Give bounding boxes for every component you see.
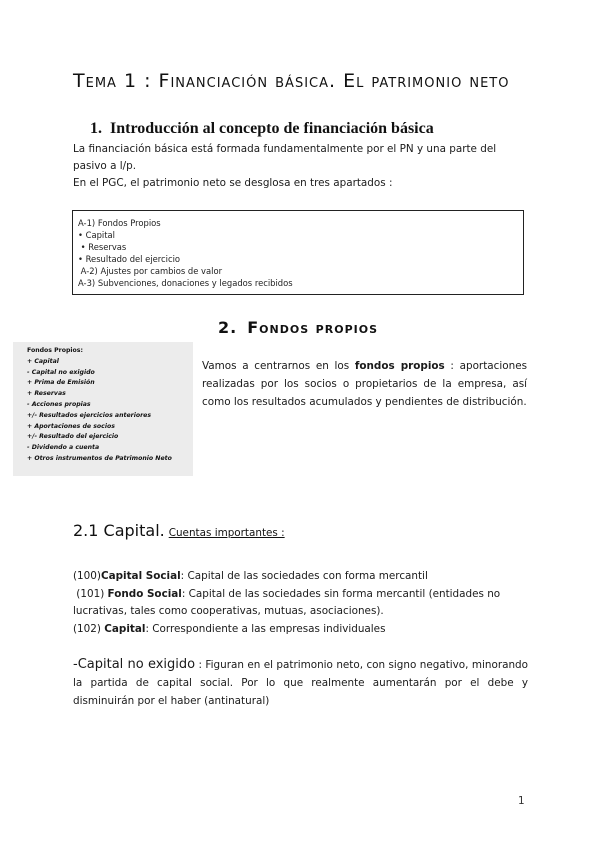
capital-no-exigido-paragraph — [73, 656, 528, 710]
page-number: 1 — [518, 795, 525, 807]
figure-item: + Prima de Emisión — [27, 379, 95, 387]
section-2-heading — [218, 318, 378, 337]
intro-paragraph-1: La financiación básica está formada fundamentalmente por el PN y una parte del pasivo a l/p. — [73, 143, 497, 172]
box-line: • Reservas — [78, 242, 127, 252]
page-title: Tema 1 : Financiación básica. El patrimonio neto — [73, 70, 510, 92]
account-entry — [73, 568, 528, 586]
figure-item: + Capital — [27, 357, 59, 365]
figure-item: - Acciones propias — [27, 400, 91, 408]
account-desc: : Capital de las sociedades sin forma mercantil (entidades no lucrativas, tales como cooperativas, mutuas, asociaciones). — [73, 587, 501, 617]
account-name: Capital — [104, 622, 146, 635]
section-1-number: 1. — [90, 120, 102, 137]
subsection-2-1-subtitle: Cuentas importantes : — [168, 527, 285, 539]
side-text-bold: fondos propios — [354, 360, 445, 372]
box-line: A-2) Ajustes por cambios de valor — [78, 266, 223, 276]
box-line: A-3) Subvenciones, donaciones y legados recibidos — [78, 278, 293, 288]
subsection-2-1-heading — [73, 521, 285, 540]
figure-item: +/- Resultado del ejercicio — [27, 433, 119, 441]
figure-item: - Capital no exigido — [27, 368, 95, 376]
figure-item: + Reservas — [27, 390, 66, 398]
figure-item: - Dividendo a cuenta — [27, 444, 100, 452]
account-desc: : Correspondiente a las empresas individuales — [145, 622, 386, 635]
figure-item: + Aportaciones de socios — [27, 422, 115, 430]
account-code: (101) — [73, 587, 108, 600]
account-entry — [73, 621, 528, 639]
box-line: A-1) Fondos Propios — [78, 218, 161, 228]
subsection-2-1-title: 2.1 Capital. — [73, 521, 165, 540]
patrimonio-neto-box — [72, 210, 524, 295]
account-name: Fondo Social — [107, 587, 182, 600]
figure-title: Fondos Propios: — [27, 347, 83, 354]
figure-item: +/- Resultados ejercicios anteriores — [27, 411, 151, 419]
capital-no-exigido-lead: -Capital no exigido — [73, 657, 196, 672]
figure-item: + Otros instrumentos de Patrimonio Neto — [27, 454, 172, 462]
box-line: • Resultado del ejercicio — [78, 254, 181, 264]
account-name: Capital Social — [100, 570, 181, 582]
account-entry — [73, 586, 528, 621]
section-2-title: Fondos propios — [247, 318, 378, 337]
fondos-propios-figure — [13, 342, 193, 476]
side-text-before: Vamos a centrarnos en los — [202, 360, 355, 372]
section-2-number: 2. — [218, 318, 238, 337]
account-code: (102) — [73, 622, 105, 635]
section-1-title: Introducción al concepto de financiación básica — [110, 120, 434, 137]
intro-paragraph-2: En el PGC, el patrimonio neto se desglosa en tres apartados : — [73, 177, 393, 189]
capital-no-exigido-text: : Figuran en el patrimonio neto, con signo negativo, minorando la partida de capital social. Por lo que realmente aumentarán por el debe y disminuirán por el haber (antinatural) — [73, 659, 528, 707]
box-line: • Capital — [78, 230, 115, 240]
account-desc: : Capital de las sociedades con forma mercantil — [180, 570, 428, 582]
accounts-list — [73, 568, 528, 638]
section-1-heading — [90, 120, 434, 138]
account-code: (100) — [73, 570, 101, 582]
fondos-propios-description — [202, 357, 527, 411]
side-text-after: : aportaciones realizadas por los socios o propietarios de la empresa, así como los resultados acumulados y pendientes de distribución. — [202, 360, 527, 408]
